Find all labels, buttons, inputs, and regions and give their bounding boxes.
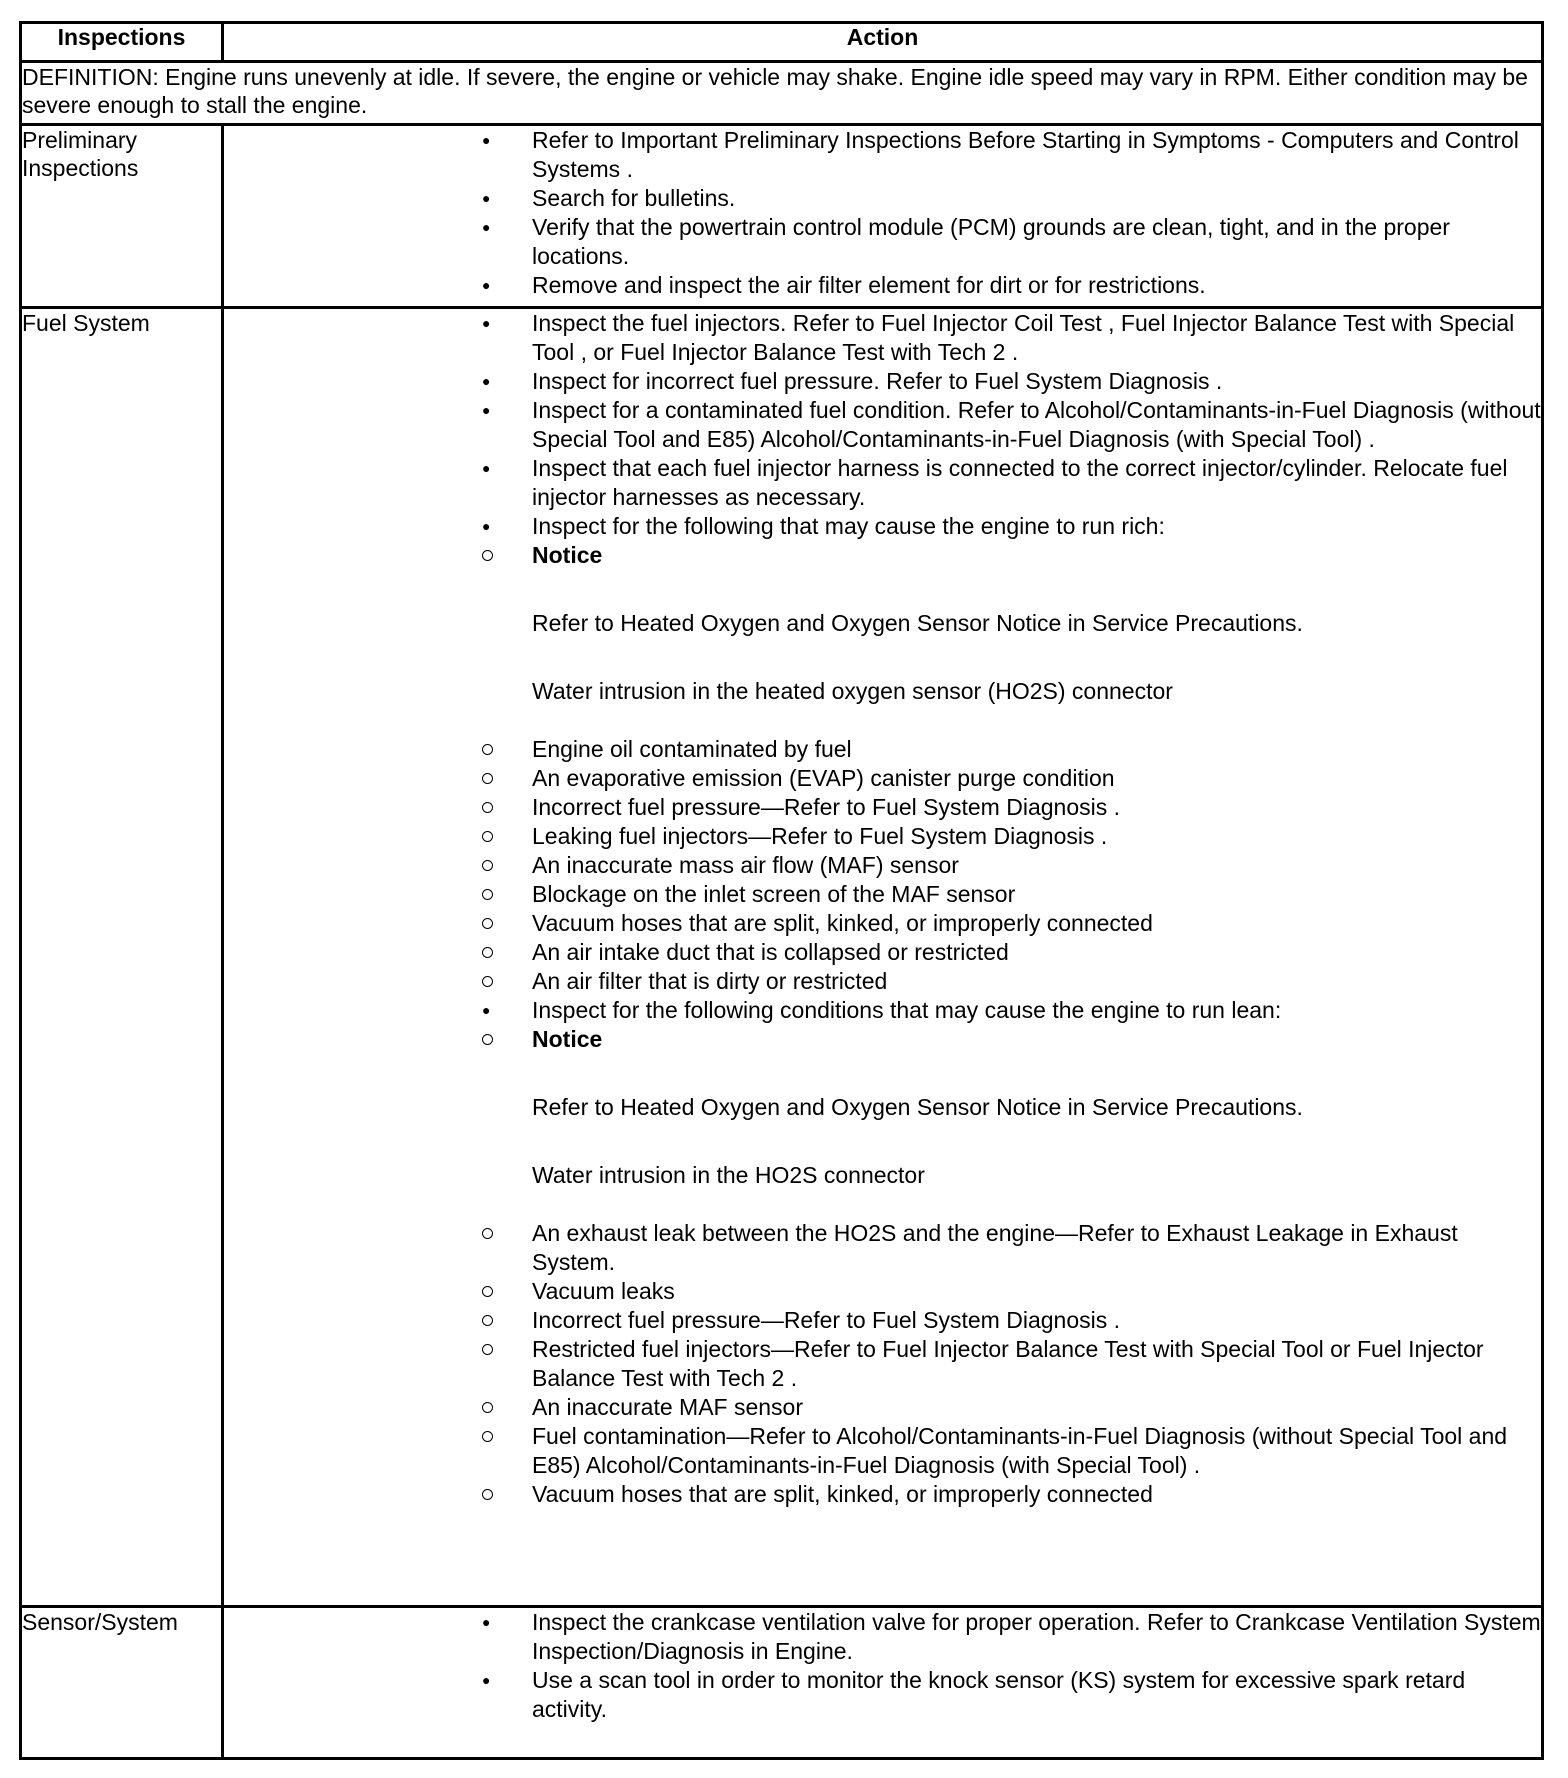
row-label: Fuel System	[21, 308, 223, 1607]
circle-bullet-icon	[482, 802, 493, 813]
circle-bullet-icon	[482, 947, 493, 958]
circle-bullet-icon	[482, 1228, 493, 1239]
sub-item: Vacuum hoses that are split, kinked, or improperly connected	[432, 909, 1541, 938]
row-label: Sensor/System	[21, 1607, 223, 1759]
row-actions	[223, 125, 1543, 308]
diagnosis-table	[19, 21, 1544, 1760]
notice-item	[432, 541, 1541, 735]
header-inspections: Inspections	[21, 23, 223, 62]
notice-item-text: Water intrusion in the heated oxygen sensor (HO2S) connector	[532, 678, 1173, 704]
definition-row	[21, 62, 1543, 125]
sub-item: An inaccurate mass air flow (MAF) sensor	[432, 851, 1541, 880]
circle-bullet-icon	[482, 744, 493, 755]
list-item: ● Inspect the fuel injectors. Refer to Fuel Injector Coil Test , Fuel Injector Balance Test with Special Tool , or Fuel Injector Balance Test with Tech 2 .	[224, 309, 1541, 367]
sub-list	[532, 541, 1541, 996]
circle-bullet-icon	[482, 550, 493, 561]
circle-bullet-icon	[482, 918, 493, 929]
lean-intro: Inspect for the following conditions that may cause the engine to run lean:	[532, 997, 1282, 1023]
table-header-row	[21, 23, 1543, 62]
sub-item: An air intake duct that is collapsed or restricted	[432, 938, 1541, 967]
notice-text: Refer to Heated Oxygen and Oxygen Sensor Notice in Service Precautions.	[532, 1094, 1303, 1120]
list-item: ● Use a scan tool in order to monitor the knock sensor (KS) system for excessive spark retard activity.	[224, 1666, 1541, 1724]
list-item-lean	[224, 996, 1541, 1509]
list-item: ● Search for bulletins.	[224, 184, 1541, 213]
sub-item: An evaporative emission (EVAP) canister purge condition	[432, 764, 1541, 793]
list-item: ● Remove and inspect the air filter element for dirt or for restrictions.	[224, 271, 1541, 300]
circle-bullet-icon	[482, 1431, 493, 1442]
sub-item: Restricted fuel injectors—Refer to Fuel Injector Balance Test with Special Tool or Fuel Injector Balance Test with Tech 2 .	[432, 1335, 1541, 1393]
definition-text: DEFINITION: Engine runs unevenly at idle. If severe, the engine or vehicle may shake. Engine idle speed may vary in RPM. Either condition may be severe enough to stall the engine.	[21, 62, 1543, 125]
sub-item: An inaccurate MAF sensor	[432, 1393, 1541, 1422]
list-item: ● Inspect for a contaminated fuel condition. Refer to Alcohol/Contaminants-in-Fuel Diagnosis (without Special Tool and E85) Alcohol/Contaminants-in-Fuel Diagnosis (with Special Tool) .	[224, 396, 1541, 454]
circle-bullet-icon	[482, 1286, 493, 1297]
row-actions	[223, 308, 1543, 1607]
rich-intro: Inspect for the following that may cause the engine to run rich:	[532, 513, 1165, 539]
list-item: ● Inspect for incorrect fuel pressure. Refer to Fuel System Diagnosis .	[224, 367, 1541, 396]
sub-item: An air filter that is dirty or restricted	[432, 967, 1541, 996]
circle-bullet-icon	[482, 1034, 493, 1045]
row-label: Preliminary Inspections	[21, 125, 223, 308]
sub-item: Engine oil contaminated by fuel	[432, 735, 1541, 764]
bullet-list	[224, 126, 1541, 300]
notice-item-text: Water intrusion in the HO2S connector	[532, 1162, 925, 1188]
sub-item: Leaking fuel injectors—Refer to Fuel System Diagnosis .	[432, 822, 1541, 851]
bullet-list	[224, 1608, 1541, 1724]
notice-title: Notice	[532, 1026, 603, 1052]
notice-item	[432, 1025, 1541, 1219]
circle-bullet-icon	[482, 773, 493, 784]
sub-item: Incorrect fuel pressure—Refer to Fuel System Diagnosis .	[432, 793, 1541, 822]
row-actions	[223, 1607, 1543, 1759]
list-item: ● Verify that the powertrain control module (PCM) grounds are clean, tight, and in the proper locations.	[224, 213, 1541, 271]
circle-bullet-icon	[482, 1315, 493, 1326]
circle-bullet-icon	[482, 1489, 493, 1500]
sub-item: Vacuum hoses that are split, kinked, or improperly connected	[432, 1480, 1541, 1509]
sub-item: Fuel contamination—Refer to Alcohol/Contaminants-in-Fuel Diagnosis (without Special Tool and E85) Alcohol/Contaminants-in-Fuel Diagnosis (with Special Tool) .	[432, 1422, 1541, 1480]
circle-bullet-icon	[482, 889, 493, 900]
notice-title: Notice	[532, 542, 603, 568]
list-item: ● Inspect that each fuel injector harness is connected to the correct injector/cylinder. Relocate fuel injector harnesses as necessary.	[224, 454, 1541, 512]
table-row	[21, 1607, 1543, 1759]
table-row	[21, 308, 1543, 1607]
list-item: ● Inspect the crankcase ventilation valve for proper operation. Refer to Crankcase Ventilation System Inspection/Diagnosis in Engine.	[224, 1608, 1541, 1666]
bullet-list	[224, 309, 1541, 1509]
sub-item: Blockage on the inlet screen of the MAF sensor	[432, 880, 1541, 909]
sub-item: An exhaust leak between the HO2S and the engine—Refer to Exhaust Leakage in Exhaust System.	[432, 1219, 1541, 1277]
circle-bullet-icon	[482, 860, 493, 871]
sub-item: Incorrect fuel pressure—Refer to Fuel System Diagnosis .	[432, 1306, 1541, 1335]
sub-item: Vacuum leaks	[432, 1277, 1541, 1306]
circle-bullet-icon	[482, 1402, 493, 1413]
notice-text: Refer to Heated Oxygen and Oxygen Sensor Notice in Service Precautions.	[532, 610, 1303, 636]
table-row	[21, 125, 1543, 308]
circle-bullet-icon	[482, 1344, 493, 1355]
list-item-rich	[224, 512, 1541, 996]
sub-list	[532, 1025, 1541, 1509]
circle-bullet-icon	[482, 976, 493, 987]
circle-bullet-icon	[482, 831, 493, 842]
list-item: ● Refer to Important Preliminary Inspections Before Starting in Symptoms - Computers and Control Systems .	[224, 126, 1541, 184]
header-action: Action	[223, 23, 1543, 62]
